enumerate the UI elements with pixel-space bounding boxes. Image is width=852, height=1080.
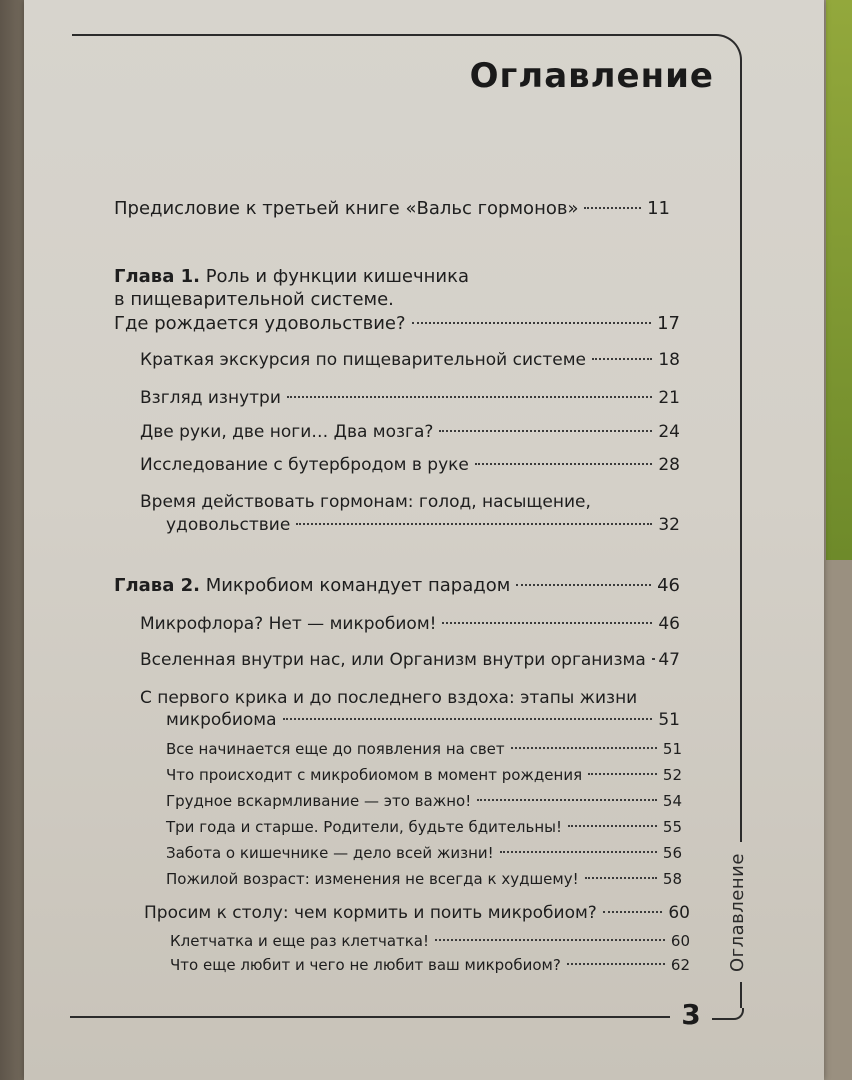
leader-dots — [442, 622, 652, 624]
leader-dots — [296, 523, 652, 525]
side-running-head: Оглавление — [727, 853, 748, 973]
chapter2-heading — [114, 575, 510, 596]
leader-dots — [477, 799, 657, 801]
toc-entry-text: Клетчатка и еще раз клетчатка! — [170, 932, 430, 950]
toc-page-number: 60 — [668, 903, 690, 923]
frame-line-right — [740, 72, 742, 842]
leader-dots — [568, 825, 657, 827]
toc-entry-text: Предисловие к третьей книге «Вальс гормонов» — [114, 198, 579, 219]
toc-entry-ch1-s5 — [166, 515, 680, 535]
book-cover-edge — [826, 0, 852, 560]
toc-entry-ch1-s2 — [140, 388, 680, 408]
leader-dots — [511, 747, 657, 749]
toc-page-number: 46 — [658, 614, 680, 634]
toc-entry-ch2-s3 — [166, 710, 680, 730]
toc-entry-ch2-sub1 — [166, 740, 682, 758]
leader-dots — [652, 658, 653, 660]
toc-entry-ch2-food-sub2 — [170, 956, 690, 974]
chapter1-title-line1: Роль и функции кишечника — [205, 266, 469, 287]
toc-entry-text: Три года и старше. Родители, будьте бдительны! — [166, 818, 562, 836]
toc-page-number: 60 — [670, 932, 690, 950]
toc-entry-text: Краткая экскурсия по пищеварительной системе — [140, 350, 587, 370]
toc-entry-ch2-food — [144, 903, 690, 923]
toc-entry-text: Все начинается еще до появления на свет — [166, 740, 505, 758]
book-page — [24, 0, 824, 1080]
toc-entry-text: Забота о кишечнике — дело всей жизни! — [166, 844, 494, 862]
toc-entry-text: Что происходит с микробиомом в момент рождения — [166, 766, 583, 784]
toc-entry-ch2-food-sub1 — [170, 932, 690, 950]
toc-page-number: 52 — [662, 766, 682, 784]
toc-entry-text: Исследование с бутербродом в руке — [140, 455, 469, 475]
toc-page-number: 54 — [662, 792, 682, 810]
toc-page-number: 51 — [658, 710, 680, 730]
toc-entry-text: Пожилой возраст: изменения не всегда к худшему! — [166, 870, 579, 888]
toc-entry-text: Что еще любит и чего не любит ваш микробиом? — [170, 956, 561, 974]
chapter1-heading-line2 — [114, 289, 394, 310]
toc-page-number: 51 — [662, 740, 682, 758]
toc-entry-ch1-s3 — [140, 422, 680, 442]
toc-page-number: 58 — [662, 870, 682, 888]
leader-dots — [567, 963, 665, 965]
frame-line-right-lower — [740, 982, 742, 1008]
toc-entry-ch2-s1 — [140, 614, 680, 634]
toc-entry-ch1-s1 — [140, 350, 680, 370]
chapter1-label: Глава 1. — [114, 266, 200, 287]
leader-dots — [412, 322, 652, 324]
leader-dots — [435, 939, 665, 941]
toc-entry-text: удовольствие — [166, 515, 291, 535]
page-number: 3 — [681, 998, 701, 1031]
chapter1-heading-line1 — [114, 266, 469, 287]
toc-page-number: 56 — [662, 844, 682, 862]
leader-dots — [585, 877, 657, 879]
toc-entry-ch1-s4 — [140, 455, 680, 475]
frame-corner-bottom — [712, 1008, 744, 1020]
leader-dots — [283, 718, 653, 720]
toc-entry-ch2-sub6 — [166, 870, 682, 888]
leader-dots — [592, 358, 652, 360]
toc-page-number: 47 — [658, 650, 680, 670]
toc-entry-ch2-s2 — [140, 650, 680, 670]
frame-line-bottom — [70, 1016, 670, 1018]
leader-dots — [475, 463, 652, 465]
toc-entry-preface — [114, 198, 670, 219]
toc-page-number: 32 — [658, 515, 680, 535]
toc-page-number: 28 — [658, 455, 680, 475]
toc-entry-text: Время действовать гормонам: голод, насыщение, — [140, 492, 591, 512]
toc-entry-ch1-s5-line1 — [140, 492, 591, 512]
toc-page-number: 24 — [658, 422, 680, 442]
toc-entry-text: Взгляд изнутри — [140, 388, 281, 408]
toc-entry-ch2-sub3 — [166, 792, 682, 810]
toc-entry-text: Вселенная внутри нас, или Организм внутри организма — [140, 650, 646, 670]
toc-page-number: 21 — [658, 388, 680, 408]
chapter1-title-line3: Где рождается удовольствие? — [114, 313, 406, 334]
toc-entry-ch2-sub4 — [166, 818, 682, 836]
toc-page-number: 62 — [670, 956, 690, 974]
toc-entry-text: Две руки, две ноги… Два мозга? — [140, 422, 434, 442]
toc-entry-text: Микрофлора? Нет — микробиом! — [140, 614, 437, 634]
chapter2-label: Глава 2. — [114, 575, 200, 596]
toc-entry-text: Грудное вскармливание — это важно! — [166, 792, 472, 810]
leader-dots — [500, 851, 657, 853]
chapter2-title: Микробиом командует парадом — [205, 575, 511, 596]
toc-entry-ch2-s3-line1 — [140, 688, 637, 708]
toc-entry-ch2-sub5 — [166, 844, 682, 862]
leader-dots — [287, 396, 652, 398]
toc-entry-text: С первого крика и до последнего вздоха: этапы жизни — [140, 688, 638, 708]
toc-page-number: 55 — [662, 818, 682, 836]
toc-page-number: 18 — [658, 350, 680, 370]
chapter1-title-line2: в пищеварительной системе. — [114, 289, 394, 310]
leader-dots — [584, 207, 641, 209]
toc-page-number: 17 — [657, 313, 680, 334]
toc-entry-text: микробиома — [166, 710, 277, 730]
toc-entry-chapter1 — [114, 313, 680, 334]
toc-entry-ch2-sub2 — [166, 766, 682, 784]
page-title: Оглавление — [469, 56, 714, 96]
toc-entry-chapter2 — [114, 575, 680, 596]
toc-page-number: 46 — [657, 575, 680, 596]
leader-dots — [439, 430, 652, 432]
leader-dots — [588, 773, 657, 775]
toc-entry-text: Просим к столу: чем кормить и поить микробиом? — [144, 903, 597, 923]
frame-line-top — [72, 34, 704, 36]
toc-page-number: 11 — [647, 198, 670, 219]
leader-dots — [603, 911, 663, 913]
leader-dots — [516, 584, 651, 586]
